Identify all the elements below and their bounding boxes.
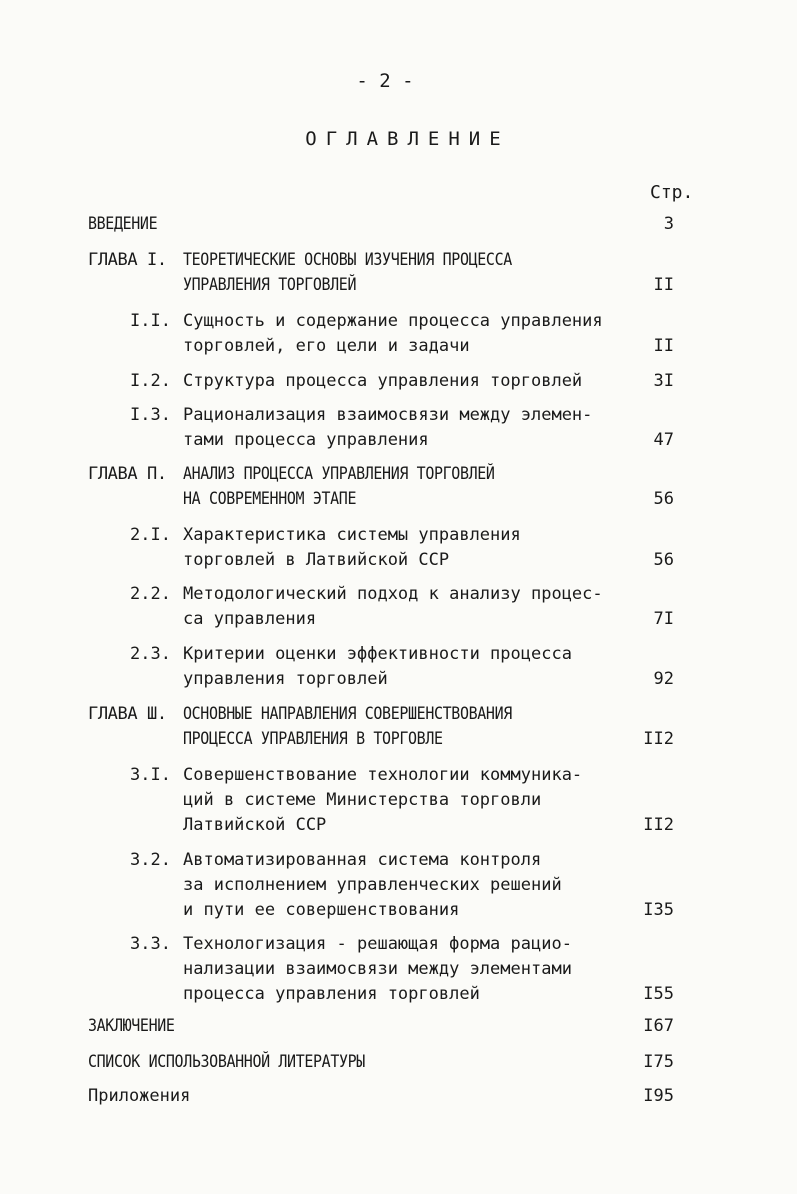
- toc-entry-page: 56: [653, 550, 674, 570]
- toc-entry-page: I67: [643, 1016, 674, 1036]
- toc-entry-page: II: [653, 275, 674, 295]
- toc-entry-label: 3.3.: [130, 934, 171, 954]
- toc-entry-page: I55: [643, 984, 674, 1004]
- toc-entry-page: 56: [653, 489, 674, 509]
- toc-entry-text: ПРОЦЕССА УПРАВЛЕНИЯ В ТОРГОВЛЕ: [183, 729, 443, 749]
- toc-entry-text: УПРАВЛЕНИЯ ТОРГОВЛЕЙ: [183, 275, 357, 295]
- toc-entry-page: I95: [643, 1086, 674, 1106]
- toc-entry-label: I.3.: [130, 405, 171, 425]
- toc-entry-label: I.2.: [130, 371, 171, 391]
- toc-entry-text: управления торговлей: [183, 669, 388, 689]
- toc-entry-text: ОСНОВНЫЕ НАПРАВЛЕНИЯ СОВЕРШЕНСТВОВАНИЯ: [183, 704, 512, 724]
- toc-entry-text: Критерии оценки эффективности процесса: [183, 644, 572, 664]
- toc-title: ОГЛАВЛЕНИЕ: [305, 128, 510, 150]
- toc-entry-text: ВВЕДЕНИЕ: [88, 214, 158, 234]
- toc-entry-label: 3.I.: [130, 765, 171, 785]
- toc-entry-page: I35: [643, 900, 674, 920]
- toc-entry-text: Характеристика системы управления: [183, 525, 521, 545]
- toc-entry-text: за исполнением управленческих решений: [183, 875, 562, 895]
- toc-entry-text: са управления: [183, 609, 317, 629]
- toc-entry-label: ГЛАВА Ш.: [88, 704, 167, 724]
- toc-entry-text: Технологизация - решающая форма рацио-: [183, 934, 572, 954]
- toc-entry-text: процесса управления торговлей: [183, 984, 480, 1004]
- toc-entry-label: I.I.: [130, 311, 171, 331]
- toc-entry-text: Сущность и содержание процесса управления: [183, 311, 603, 331]
- toc-entry-label: 2.2.: [130, 584, 171, 604]
- toc-entry-text: и пути ее совершенствования: [183, 900, 460, 920]
- page-column-header: Стр.: [650, 182, 694, 203]
- toc-entry-label: 2.3.: [130, 644, 171, 664]
- toc-entry-page: 47: [653, 430, 674, 450]
- toc-entry-text: ЗАКЛЮЧЕНИЕ: [88, 1016, 175, 1036]
- toc-entry-page: II2: [643, 729, 674, 749]
- toc-entry-label: ГЛАВА I.: [88, 250, 167, 270]
- page-number: - 2 -: [356, 70, 414, 92]
- toc-entry-text: Латвийской ССР: [183, 815, 327, 835]
- toc-entry-page: 92: [653, 669, 674, 689]
- toc-entry-label: 3.2.: [130, 850, 171, 870]
- toc-entry-page: I75: [643, 1052, 674, 1072]
- toc-entry-page: 7I: [653, 609, 674, 629]
- toc-entry-text: ций в системе Министерства торговли: [183, 790, 542, 810]
- toc-entry-text: АНАЛИЗ ПРОЦЕССА УПРАВЛЕНИЯ ТОРГОВЛЕЙ: [183, 464, 495, 484]
- toc-entry-text: торговлей, его цели и задачи: [183, 336, 470, 356]
- toc-entry-text: Рационализация взаимосвязи между элемен-: [183, 405, 593, 425]
- toc-entry-page: 3I: [653, 371, 674, 391]
- toc-entry-page: 3: [663, 214, 674, 234]
- toc-entry-text: НА СОВРЕМЕННОМ ЭТАПЕ: [183, 489, 357, 509]
- toc-entry-text: ТЕОРЕТИЧЕСКИЕ ОСНОВЫ ИЗУЧЕНИЯ ПРОЦЕССА: [183, 250, 512, 270]
- toc-entry-text: Структура процесса управления торговлей: [183, 371, 583, 391]
- toc-entry-label: ГЛАВА П.: [88, 464, 167, 484]
- toc-entry-page: II2: [643, 815, 674, 835]
- toc-entry-text: Приложения: [88, 1086, 191, 1106]
- toc-entry-text: СПИСОК ИСПОЛЬЗОВАННОЙ ЛИТЕРАТУРЫ: [88, 1052, 365, 1072]
- toc-entry-text: тами процесса управления: [183, 430, 429, 450]
- toc-entry-text: торговлей в Латвийской ССР: [183, 550, 450, 570]
- toc-entry-label: 2.I.: [130, 525, 171, 545]
- toc-entry-text: Автоматизированная система контроля: [183, 850, 542, 870]
- toc-entry-text: нализации взаимосвязи между элементами: [183, 959, 572, 979]
- toc-entry-text: Совершенствование технологии коммуника-: [183, 765, 583, 785]
- toc-entry-text: Методологический подход к анализу процес-: [183, 584, 603, 604]
- toc-entry-page: II: [653, 336, 674, 356]
